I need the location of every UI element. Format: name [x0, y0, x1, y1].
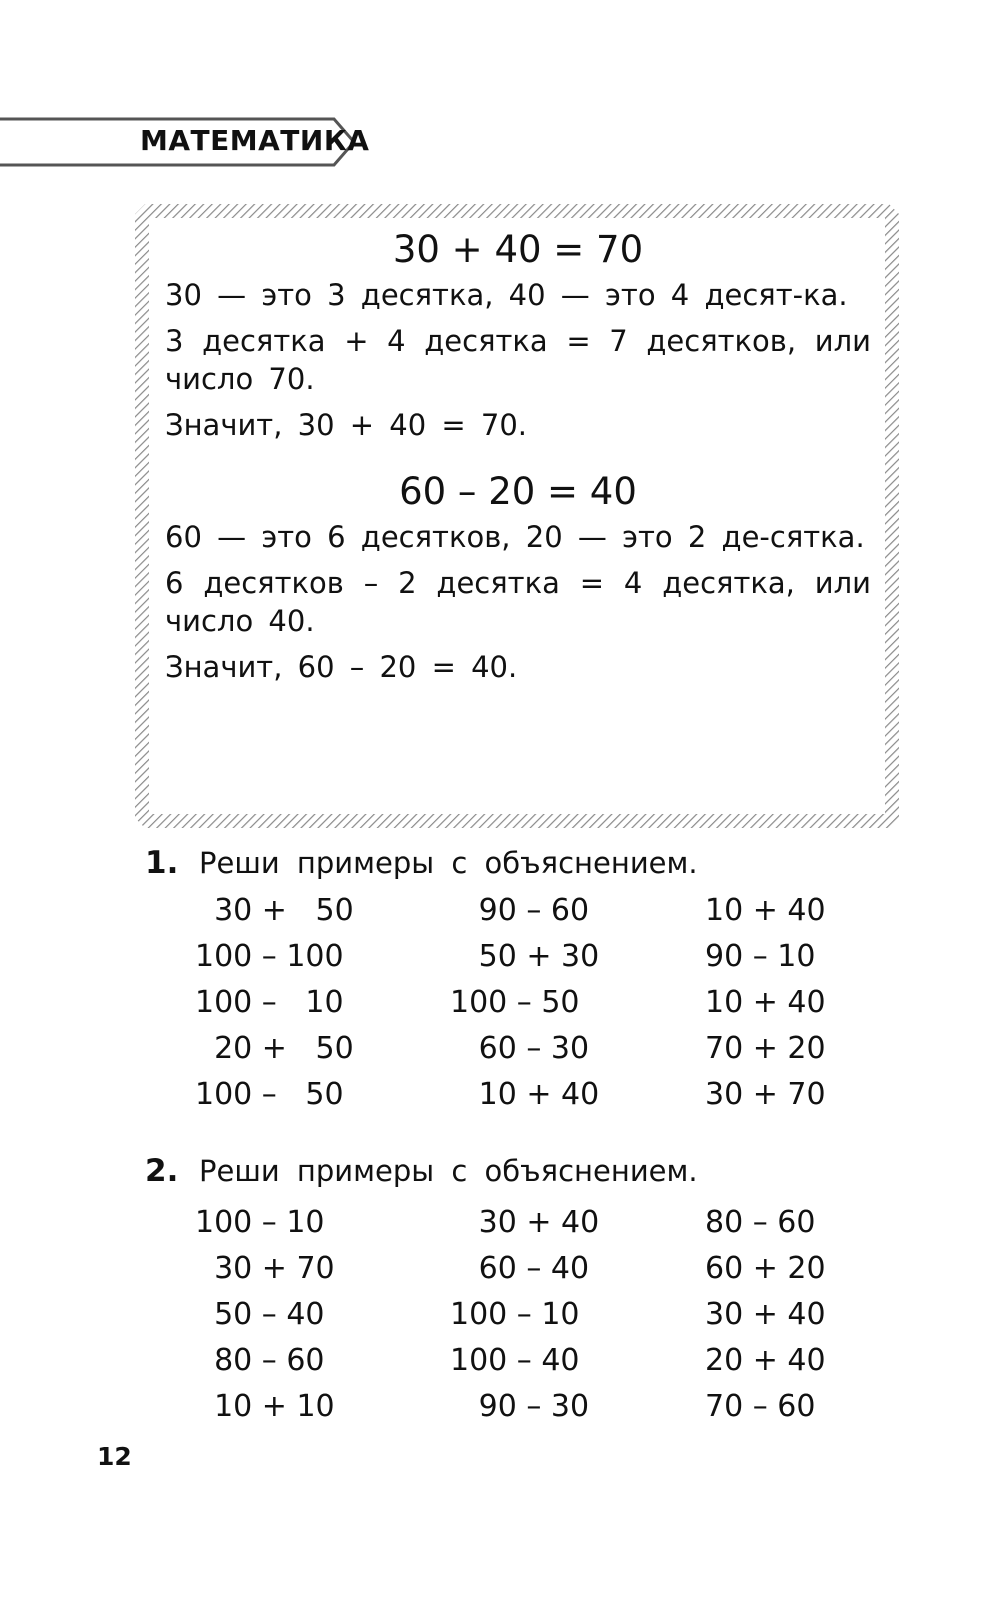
example: 100 – 50	[450, 985, 580, 1020]
examples-row	[145, 939, 905, 985]
example: 80 – 60	[705, 1205, 816, 1240]
exercise-heading	[145, 843, 905, 883]
exercise-instruction: Реши примеры с объяснением.	[199, 846, 698, 880]
examples-row	[145, 893, 905, 939]
example: 100 – 100	[195, 939, 344, 974]
example: 70 – 60	[705, 1389, 816, 1424]
example: 10 + 40	[705, 893, 826, 928]
example: 100 – 10	[450, 1297, 580, 1332]
exercise-heading	[145, 1151, 905, 1191]
examples-row	[145, 1251, 905, 1297]
rule-line: Значит, 60 – 20 = 40.	[165, 650, 518, 684]
exercise-number: 2.	[145, 1153, 179, 1189]
example: 20 + 40	[705, 1343, 826, 1378]
example: 50 + 30	[450, 939, 600, 974]
exercise-2	[145, 1151, 905, 1435]
rule-equation-2: 60 – 20 = 40	[399, 470, 637, 513]
exercise-number: 1.	[145, 845, 179, 881]
examples-grid	[145, 1205, 905, 1435]
example: 90 – 10	[705, 939, 816, 974]
example: 30 + 70	[195, 1251, 335, 1286]
example: 90 – 30	[450, 1389, 590, 1424]
example: 10 + 40	[705, 985, 826, 1020]
rule-line: 60 — это 6 десятков, 20 — это 2 де-сятка.	[165, 520, 865, 554]
example: 90 – 60	[450, 893, 590, 928]
page-number: 12	[97, 1442, 132, 1471]
example: 60 – 30	[450, 1031, 590, 1066]
example: 10 + 10	[195, 1389, 335, 1424]
rule-box	[135, 204, 899, 828]
rule-line: 30 — это 3 десятка, 40 — это 4 десят-ка.	[165, 278, 848, 312]
example: 30 + 50	[195, 893, 354, 928]
example: 10 + 40	[450, 1077, 600, 1112]
example: 100 – 50	[195, 1077, 344, 1112]
example: 100 – 10	[195, 985, 344, 1020]
examples-row	[145, 1077, 905, 1123]
example: 50 – 40	[195, 1297, 325, 1332]
exercise-instruction: Реши примеры с объяснением.	[199, 1154, 698, 1188]
section-title: МАТЕМАТИКА	[140, 124, 370, 157]
examples-row	[145, 1389, 905, 1435]
example: 30 + 40	[705, 1297, 826, 1332]
exercise-1	[145, 843, 905, 1123]
example: 30 + 70	[705, 1077, 826, 1112]
examples-row	[145, 1031, 905, 1077]
examples-row	[145, 985, 905, 1031]
rule-line: 6 десятков – 2 десятка = 4 десятка, или число 40.	[165, 566, 871, 638]
example: 30 + 40	[450, 1205, 600, 1240]
rule-line: Значит, 30 + 40 = 70.	[165, 408, 528, 442]
example: 100 – 40	[450, 1343, 580, 1378]
examples-grid	[145, 893, 905, 1123]
examples-row	[145, 1205, 905, 1251]
rule-equation-1: 30 + 40 = 70	[392, 228, 644, 271]
example: 60 – 40	[450, 1251, 590, 1286]
examples-row	[145, 1297, 905, 1343]
rule-line: 3 десятка + 4 десятка = 7 десятков, или число 70.	[165, 324, 871, 396]
example: 70 + 20	[705, 1031, 826, 1066]
example: 20 + 50	[195, 1031, 354, 1066]
example: 100 – 10	[195, 1205, 325, 1240]
examples-row	[145, 1343, 905, 1389]
example: 60 + 20	[705, 1251, 826, 1286]
example: 80 – 60	[195, 1343, 325, 1378]
